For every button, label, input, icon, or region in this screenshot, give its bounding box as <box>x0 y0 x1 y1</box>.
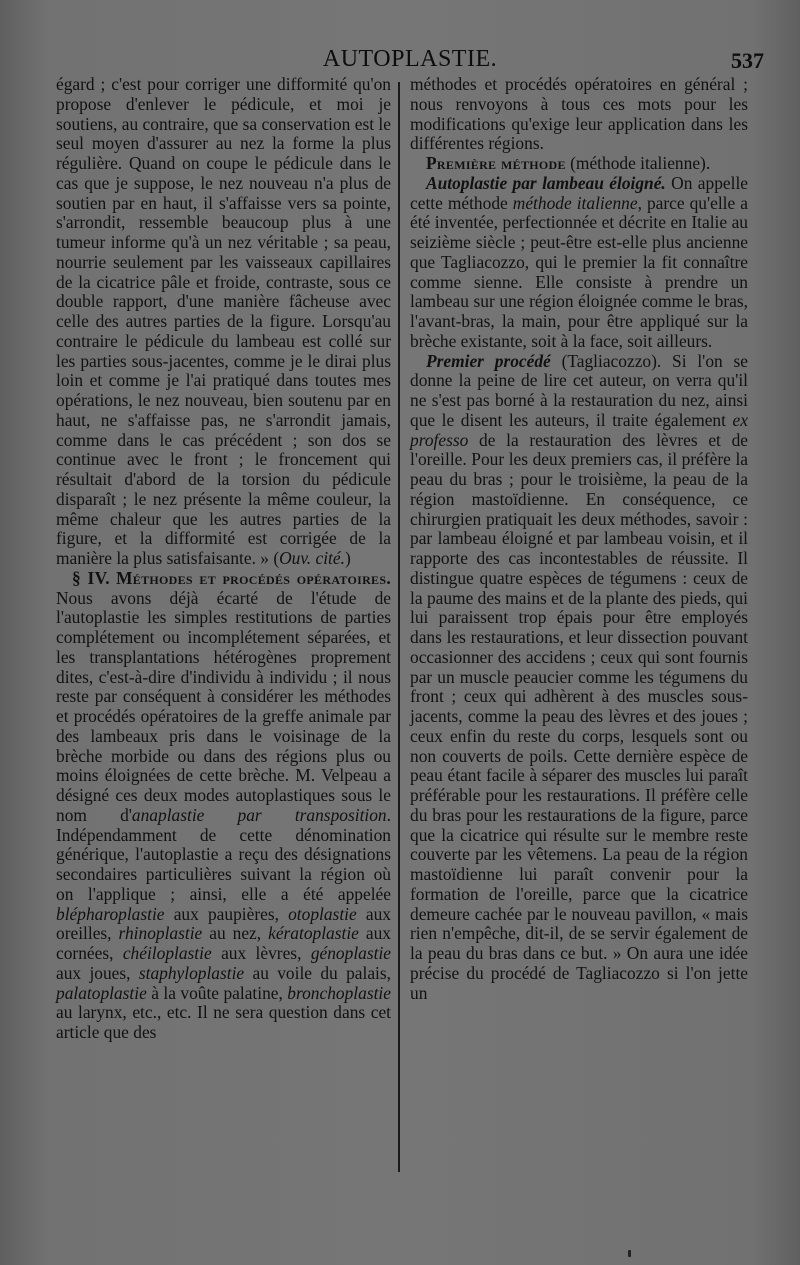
term-staphyloplastie: staphyloplastie <box>138 962 245 983</box>
text-run: aux lèvres, <box>211 943 311 963</box>
term-blepharoplastie: blépharoplastie <box>56 903 165 924</box>
column-divider <box>398 82 400 1172</box>
section-iv <box>56 569 391 1043</box>
term-genoplastie: génoplastie <box>310 943 391 963</box>
text-run: Nous avons déjà écarté de l'étude de l'autoplastie les simples restitutions de parties complétement ou incomplétement séparées, et les transplantations hétérogènes proprement dites, c'est-à-dire d'individu à individu ; il nous reste par conséquent à considérer les méthodes et procédés opératoires de la greffe animale par des lambeaux pris dans le voisinage de la brèche morbide ou dans des régions plus ou moins éloignées de cette brèche. M. Velpeau a désigné ces deux modes autoplastiques sous le nom d' <box>56 587 391 825</box>
left-column <box>56 75 391 1043</box>
citation: Ouv. cité. <box>279 548 345 568</box>
subheading-lambeau-eloigne: Autoplastie par lambeau éloigné. <box>426 172 666 193</box>
text-run: aux joues, <box>56 962 139 983</box>
paragraph-lambeau-eloigne <box>410 174 748 352</box>
term-keratoplastie: kératoplastie <box>268 923 359 944</box>
text-run: aux cornées, <box>56 923 391 963</box>
ink-mark <box>628 1250 631 1257</box>
running-title: AUTOPLASTIE. <box>322 46 498 72</box>
text-run: ) <box>344 548 351 568</box>
subheading-premier-procede: Premier procédé <box>426 350 551 371</box>
text-run: On appelle cette méthode <box>410 172 749 213</box>
text-run: , parce qu'elle a été inventée, perfectionnée et décrite en Italie au seizième siècle ; peut-être est-elle plus ancienne que Tagliacozzo, qui le premier la fit connaître comme sienne. Elle consiste à prendre un lambeau sur une région éloignée comme le bras, l'avant-bras, la main, pour être appliqué sur la brèche existante, soit à la face, soit ailleurs. <box>410 192 748 351</box>
term-anaplastie: anaplastie par transposition <box>131 804 387 825</box>
text-run: égard ; c'est pour corriger une difformité qu'on propose d'enlever le pédicule, et moi je soutiens, au contraire, que sa conservation est le seul moyen d'assurer au nez la forme la plus régulière. Quand on coupe le pédicule dans le cas que je suppose, le nez nouveau n'a plus de soutien par en haut, il s'affaisse vers sa pointe, s'arrondit, ressemble beaucoup plus à une tumeur informe qu'à un nez véritable ; sa peau, nourrie seulement par les vaisseaux capillaires de la cicatrice pâle et froide, contraste, sous ce double rapport, d'une manière fâcheuse avec celle des autres parties de la figure. Lorsqu'au contraire le pédicule du lambeau est collé sur les parties sous-jacentes, comme je le dirai plus loin et comme je l'ai pratiqué dans toutes mes opérations, le nez nouveau, bien soutenu par en haut, ne s'affaisse pas, ne s'arrondit jamais, comme dans le cas précédent ; son dos se continue avec le front ; le froncement qui résultait d'abord de la torsion du pédicule disparaît ; le nez présente la même couleur, la même chaleur que les autres parties de la figure, et la difformité est corrigée de la manière la plus satisfaisante. » ( <box>56 74 391 568</box>
term-rhinoplastie: rhinoplastie <box>118 923 203 944</box>
text-run: au nez, <box>202 923 269 944</box>
premiere-methode-heading <box>410 154 748 174</box>
term-otoplastie: otoplastie <box>288 903 357 924</box>
text-run: à la voûte palatine, <box>146 982 288 1003</box>
text-run: au voile du palais, <box>244 962 391 983</box>
term-cheiloplastie: chéiloplastie <box>122 943 212 963</box>
section-number: § IV. <box>72 567 110 588</box>
term-bronchoplastie: bronchoplastie <box>287 982 391 1003</box>
text-run: (méthode italienne). <box>565 153 711 173</box>
term-methode-italienne: méthode italienne <box>512 192 638 213</box>
text-run: . Indépendamment de cette dénomination générique, l'autoplastie a reçu des désignations secondaires particulières suivant la région où on l'applique ; ainsi, elle a été appelée <box>56 804 391 904</box>
page-number: 537 <box>731 48 764 73</box>
term-ex-professo: ex professo <box>410 409 748 450</box>
text-run: aux paupières, <box>164 903 289 924</box>
method-title: Première méthode <box>426 153 566 173</box>
paragraph-premier-procede <box>410 352 748 1004</box>
paragraph-methodes: méthodes et procédés opératoires en général ; nous renvoyons à tous ces mots pour les modifications qu'exige leur application dans les différentes régions. <box>410 74 748 154</box>
text-run: au larynx, etc., etc. Il ne sera question dans cet article que des <box>56 1002 391 1042</box>
term-palatoplastie: palatoplastie <box>56 982 147 1003</box>
text-run: de la restauration des lèvres et de l'oreille. Pour les deux premiers cas, il préfère la peau du bras ; pour le troisième, la peau de la région mastoïdienne. En conséquence, ce chirurgien pratiquait les deux méthodes, savoir : par lambeau éloigné et par lambeau voisin, et il rapporte des cas incontestables de réussite. Il distingue quatre espèces de tégumens : ceux de la paume des mains et de la plante des pieds, qui lui paraissent trop épais pour être employés dans les restaurations, et leur dissection pouvant occasionner des accidens ; ceux qui sont fournis par un muscle peaucier comme les tégumens du front ; ceux qui adhèrent à des muscles sous-jacents, comme la peau des lèvres et des joues ; ceux enfin du reste du corps, lesquels sont ou non couverts de poils. Cette dernière espèce de peau étant facile à séparer des muscles lui paraît préférable pour les restaurations. Il préfère celle du bras pour les restaurations de la figure, parce que la cicatrice qui résulte sur le membre reste couverte par les vêtemens. La peau de la région mastoïdienne lui paraît convenir pour la formation de l'oreille, parce que la cicatrice demeure cachée par le nouveau pavillon, « mais rien n'empêche, dit-il, de se servir également de la peau du bras dans ce but. » On aura une idée précise du procédé de Tagliacozzo si l'on jette un <box>410 429 748 1003</box>
right-column <box>410 75 748 1003</box>
page-header <box>56 46 764 76</box>
text-run: (Tagliacozzo). Si l'on se donne la peine de lire cet auteur, on verra qu'il ne s'est pas borné à la restauration du nez, ainsi que le disent les auteurs, il traite également <box>410 350 748 430</box>
paragraph-pedicule <box>56 75 391 569</box>
text-run: aux oreilles, <box>56 903 391 944</box>
section-title: Méthodes et procédés opératoires. <box>116 567 391 588</box>
